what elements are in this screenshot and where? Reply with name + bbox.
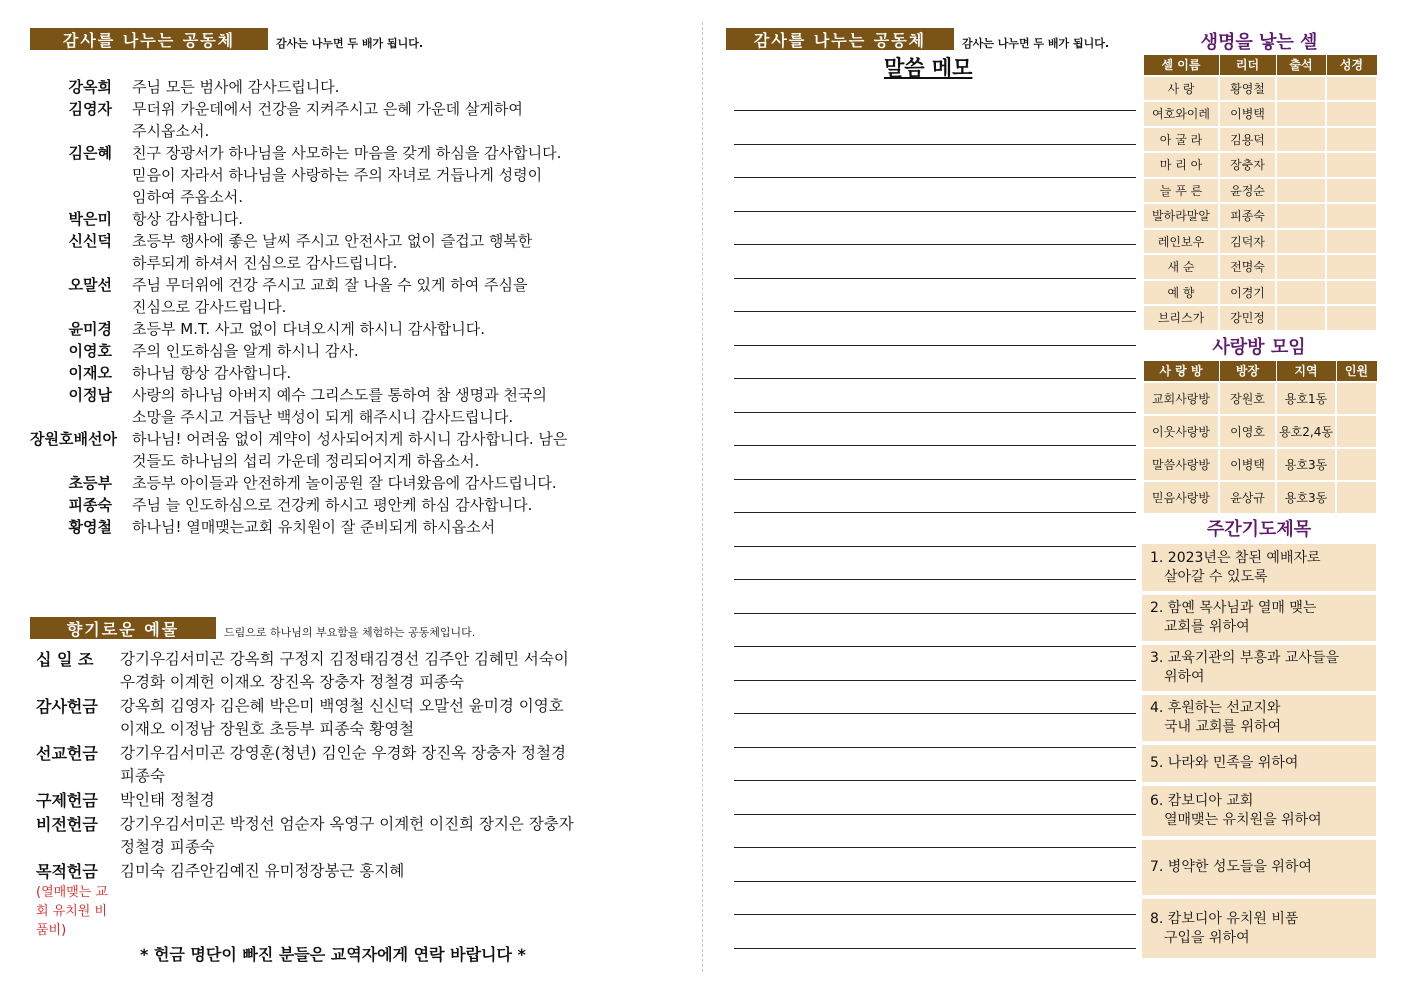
- thanks-entry: [30, 208, 690, 230]
- thanks-text-line: 초등부 행사에 좋은 날씨 주시고 안전사고 없이 즐겁고 행복한: [132, 232, 533, 250]
- thanks-text-line: 하나님 항상 감사합니다.: [132, 364, 292, 382]
- prayer-item: [1142, 695, 1376, 741]
- thanks-text: [132, 318, 690, 340]
- thanks-entry: [30, 230, 690, 274]
- offering-names-line: 강기우김서미곤 강영훈(청년) 김인순 우경화 장진옥 장충자 정철경: [120, 744, 566, 762]
- table-column-header: 성경: [1326, 55, 1377, 76]
- table-cell: 발하라말알: [1143, 203, 1219, 229]
- table-cell: [1276, 101, 1326, 127]
- love-room-row: [1143, 382, 1377, 415]
- prayer-item-line: 7. 병약한 성도들을 위하여: [1150, 859, 1312, 875]
- prayer-item-line: 국내 교회를 위하여: [1164, 719, 1282, 735]
- cell-group-row: [1143, 203, 1377, 229]
- memo-line: [734, 244, 1136, 245]
- offering-names: [120, 648, 676, 694]
- table-cell: [1326, 76, 1377, 102]
- thanks-entry: [30, 318, 690, 340]
- table-cell: [1326, 254, 1377, 280]
- offering-entry: [36, 648, 676, 694]
- table-cell: 늘 푸 른: [1143, 178, 1219, 204]
- offering-names: [120, 695, 676, 741]
- thanks-text: [132, 472, 690, 494]
- table-column-header: 인원: [1336, 361, 1377, 382]
- thanks-text-line: 진심으로 감사드립니다.: [132, 298, 287, 316]
- table-column-header: 셀 이름: [1143, 55, 1219, 76]
- prayer-item: [1142, 645, 1376, 691]
- table-cell: 이병택: [1219, 448, 1276, 481]
- table-cell: 이영호: [1219, 415, 1276, 448]
- table-column-header: 사 랑 방: [1143, 361, 1219, 382]
- memo-line: [734, 881, 1136, 882]
- memo-line: [734, 345, 1136, 346]
- memo-line: [734, 646, 1136, 647]
- memo-line: [734, 814, 1136, 815]
- prayer-item-line: 1. 2023년은 참된 예배자로: [1150, 549, 1321, 566]
- memo-line: [734, 847, 1136, 848]
- prayer-item-line: 열매맺는 유치원을 위하여: [1164, 812, 1322, 828]
- thanks-text-line: 사랑의 하나님 아버지 예수 그리스도를 통하여 참 생명과 천국의: [132, 386, 547, 404]
- thanks-text: [132, 76, 690, 98]
- thanks-name: 초등부: [68, 474, 112, 492]
- table-cell: 예 향: [1143, 280, 1219, 306]
- thanks-name: 강옥희: [68, 78, 112, 96]
- prayer-item-line: 살아갈 수 있도록: [1164, 568, 1268, 585]
- prayer-item: [1142, 786, 1376, 836]
- thanks-text: [132, 362, 690, 384]
- offering-names-line: 우경화 이계헌 이재오 장진옥 장충자 정철경 피종숙: [120, 673, 464, 691]
- table-cell: [1276, 280, 1326, 306]
- table-cell: 믿음사랑방: [1143, 481, 1219, 514]
- memo-lines: [734, 110, 1136, 960]
- table-cell: 여호와이레: [1143, 101, 1219, 127]
- offering-label: [36, 695, 120, 741]
- memo-line: [734, 278, 1136, 279]
- offering-label: [36, 742, 120, 788]
- offering-section-subtitle: 드림으로 하나님의 부요함을 체험하는 공동체입니다.: [224, 626, 476, 639]
- thanks-name: 김은혜: [68, 144, 112, 162]
- thanks-text: [132, 142, 690, 208]
- table-cell: [1276, 229, 1326, 255]
- table-cell: [1336, 448, 1377, 481]
- thanks-text: [132, 208, 690, 230]
- table-cell: 레인보우: [1143, 229, 1219, 255]
- thanks-text-line: 것들도 하나님의 섭리 가운데 정리되어지게 하옵소서.: [132, 452, 480, 470]
- offering-names: [120, 789, 676, 812]
- prayer-title: 주간기도제목: [1206, 519, 1312, 540]
- thanks-entry: [30, 98, 690, 142]
- table-cell: 이웃사랑방: [1143, 415, 1219, 448]
- thanks-section-title: 감사를 나누는 공동체: [62, 30, 236, 50]
- love-rooms-title: 사랑방 모임: [1212, 337, 1306, 358]
- thanks-name: 황영철: [68, 518, 112, 536]
- love-rooms-table-header: [1143, 361, 1377, 382]
- table-cell: 황영철: [1219, 76, 1276, 102]
- table-cell: [1326, 280, 1377, 306]
- thanks-text-line: 믿음이 자라서 하나님을 사랑하는 주의 자녀로 거듭나게 성령이: [132, 166, 543, 184]
- table-cell: 피종숙: [1219, 203, 1276, 229]
- love-room-row: [1143, 481, 1377, 514]
- prayer-list: [1142, 544, 1376, 962]
- offering-label-text: 목적헌금: [36, 862, 98, 881]
- offering-names-line: 피종숙: [120, 767, 165, 785]
- thanks-text: [132, 384, 690, 428]
- table-cell: [1276, 305, 1326, 331]
- thanks-text-line: 항상 감사합니다.: [132, 210, 243, 228]
- thanks-text-line: 초등부 M.T. 사고 없이 다녀오시게 하시니 감사합니다.: [132, 320, 486, 338]
- memo-title: 말씀 메모: [884, 56, 973, 80]
- prayer-item-line: 3. 교육기관의 부흥과 교사들을: [1150, 650, 1339, 666]
- table-cell: 장충자: [1219, 152, 1276, 178]
- thanks-name: 김영자: [68, 100, 112, 118]
- offering-names-line: 강기우김서미곤 박정선 엄순자 옥영구 이계헌 이진희 장지은 장충자: [120, 815, 574, 833]
- prayer-item-line: 위하여: [1164, 669, 1205, 685]
- table-column-header: 출석: [1276, 55, 1326, 76]
- prayer-item: [1142, 595, 1376, 641]
- cell-group-row: [1143, 127, 1377, 153]
- table-cell: [1326, 229, 1377, 255]
- page-fold-divider: [702, 22, 703, 972]
- memo-line: [734, 613, 1136, 614]
- thanks-text-line: 하나님! 열매맺는교회 유치원이 잘 준비되게 하시옵소서: [132, 518, 496, 536]
- memo-section-subtitle: 감사는 나누면 두 배가 됩니다.: [962, 37, 1110, 50]
- cells-table: [1142, 54, 1378, 332]
- thanks-entry: [30, 274, 690, 318]
- thanks-text: [132, 340, 690, 362]
- table-cell: [1276, 76, 1326, 102]
- memo-line: [734, 780, 1136, 781]
- thanks-name: 윤미경: [68, 320, 112, 338]
- thanks-text-line: 주의 인도하심을 알게 하시니 감사.: [132, 342, 359, 360]
- table-cell: 이경기: [1219, 280, 1276, 306]
- table-cell: 용호3동: [1276, 448, 1336, 481]
- table-cell: 김용덕: [1219, 127, 1276, 153]
- cell-group-row: [1143, 280, 1377, 306]
- prayer-item-line: 6. 캄보디아 교회: [1150, 793, 1254, 809]
- table-cell: 사 랑: [1143, 76, 1219, 102]
- memo-line: [734, 713, 1136, 714]
- thanks-list: [30, 76, 690, 538]
- offering-names: [120, 742, 676, 788]
- thanks-text-line: 친구 장광서가 하나님을 사모하는 마음을 갖게 하심을 감사합니다.: [132, 144, 562, 162]
- memo-line: [734, 948, 1136, 949]
- offering-names-line: 강기우김서미곤 강옥희 구정지 김정태김경선 김주안 김혜민 서숙이: [120, 650, 569, 668]
- memo-section-header-title: 감사를 나누는 공동체: [753, 30, 927, 50]
- memo-section-header: [726, 28, 954, 50]
- table-cell: 교회사랑방: [1143, 382, 1219, 415]
- offering-label-text: 비전헌금: [36, 815, 98, 834]
- memo-line: [734, 110, 1136, 111]
- table-cell: [1326, 178, 1377, 204]
- memo-line: [734, 177, 1136, 178]
- offering-label-text: 감사헌금: [36, 697, 98, 716]
- offering-entry: [36, 789, 676, 812]
- memo-line: [734, 311, 1136, 312]
- thanks-text-line: 초등부 아이들과 안전하게 놀이공원 잘 다녀왔음에 감사드립니다.: [132, 474, 557, 492]
- prayer-item-line: 8. 캄보디아 유치원 비품: [1150, 910, 1299, 927]
- prayer-item: [1142, 544, 1376, 591]
- thanks-text-line: 임하여 주옵소서.: [132, 188, 243, 206]
- table-cell: 아 굴 라: [1143, 127, 1219, 153]
- offering-entry: [36, 813, 676, 859]
- thanks-text-line: 하루되게 하셔서 진심으로 감사드립니다.: [132, 254, 398, 272]
- offering-entry: [36, 695, 676, 741]
- memo-line: [734, 914, 1136, 915]
- offering-names: [120, 813, 676, 859]
- memo-line: [734, 144, 1136, 145]
- love-room-row: [1143, 415, 1377, 448]
- thanks-entry: [30, 340, 690, 362]
- thanks-entry: [30, 494, 690, 516]
- offering-label: [36, 860, 120, 940]
- table-cell: [1336, 415, 1377, 448]
- offering-note: (열매맺는 교회 유치원 비품비): [36, 885, 108, 938]
- table-cell: [1326, 203, 1377, 229]
- thanks-text-line: 주님 늘 인도하심으로 건강케 하시고 평안케 하심 감사합니다.: [132, 496, 533, 514]
- table-cell: 김덕자: [1219, 229, 1276, 255]
- memo-line: [734, 512, 1136, 513]
- thanks-text-line: 주님 무더위에 건강 주시고 교회 잘 나올 수 있게 하여 주심을: [132, 276, 528, 294]
- table-cell: 용호3동: [1276, 481, 1336, 514]
- prayer-item-line: 5. 나라와 민족을 위하여: [1150, 755, 1299, 771]
- prayer-item: [1142, 899, 1376, 958]
- thanks-name: 오말선: [68, 276, 112, 294]
- cell-group-row: [1143, 229, 1377, 255]
- table-cell: [1276, 178, 1326, 204]
- cell-group-row: [1143, 178, 1377, 204]
- table-cell: [1276, 152, 1326, 178]
- thanks-name: 피종숙: [68, 496, 112, 514]
- memo-line: [734, 747, 1136, 748]
- thanks-entry: [30, 472, 690, 494]
- thanks-entry: [30, 384, 690, 428]
- thanks-name: 이재오: [68, 364, 112, 382]
- table-cell: 마 리 아: [1143, 152, 1219, 178]
- thanks-name: 장원호배선아: [30, 430, 117, 448]
- table-cell: 윤정순: [1219, 178, 1276, 204]
- table-cell: [1276, 203, 1326, 229]
- memo-line: [734, 211, 1136, 212]
- thanks-text-line: 주시옵소서.: [132, 122, 210, 140]
- table-cell: [1336, 382, 1377, 415]
- thanks-text: [132, 274, 690, 318]
- offering-names-line: 김미숙 김주안김예진 유미정장봉근 홍지혜: [120, 862, 405, 880]
- memo-line: [734, 546, 1136, 547]
- offering-entry: [36, 742, 676, 788]
- table-cell: 용호2,4동: [1276, 415, 1336, 448]
- love-room-row: [1143, 448, 1377, 481]
- prayer-item: [1142, 745, 1376, 782]
- thanks-text: [132, 98, 690, 142]
- offering-label-text: 선교헌금: [36, 744, 98, 763]
- thanks-entry: [30, 428, 690, 472]
- table-cell: 용호1동: [1276, 382, 1336, 415]
- offering-names-line: 강옥희 김영자 김은혜 박은미 백영철 신신덕 오말선 윤미경 이영호: [120, 697, 564, 715]
- table-cell: 새 순: [1143, 254, 1219, 280]
- table-column-header: 지역: [1276, 361, 1336, 382]
- thanks-text-line: 소망을 주시고 거듭난 백성이 되게 해주시니 감사드립니다.: [132, 408, 514, 426]
- offering-entry: [36, 860, 676, 940]
- thanks-section-subtitle: 감사는 나누면 두 배가 됩니다.: [276, 37, 424, 50]
- prayer-item: [1142, 840, 1376, 895]
- cells-title: 생명을 낳는 셀: [1200, 32, 1318, 53]
- table-cell: [1326, 101, 1377, 127]
- thanks-entry: [30, 142, 690, 208]
- thanks-name: 이정남: [68, 386, 112, 404]
- cells-table-header: [1143, 55, 1377, 76]
- table-cell: [1326, 152, 1377, 178]
- offering-names-line: 정철경 피종숙: [120, 838, 215, 856]
- offering-names: [120, 860, 676, 940]
- table-cell: [1326, 127, 1377, 153]
- offering-names-line: 박인태 정철경: [120, 791, 215, 809]
- table-cell: [1336, 481, 1377, 514]
- thanks-entry: [30, 516, 690, 538]
- thanks-section-header: [30, 28, 268, 50]
- offering-section-header: [30, 617, 216, 639]
- offering-list: [36, 648, 676, 941]
- thanks-name: 박은미: [68, 210, 112, 228]
- cell-group-row: [1143, 76, 1377, 102]
- table-cell: 강민정: [1219, 305, 1276, 331]
- thanks-text: [132, 428, 690, 472]
- memo-line: [734, 680, 1136, 681]
- love-rooms-table: [1142, 360, 1378, 515]
- memo-line: [734, 378, 1136, 379]
- offering-names-line: 이재오 이정남 장원호 초등부 피종숙 황영철: [120, 720, 415, 738]
- table-cell: 브리스가: [1143, 305, 1219, 331]
- prayer-item-line: 2. 함옌 목사님과 열매 맺는: [1150, 600, 1317, 616]
- table-column-header: 방장: [1219, 361, 1276, 382]
- offering-footer-notice: * 헌금 명단이 빠진 분들은 교역자에게 연락 바랍니다 *: [140, 945, 526, 964]
- offering-label: [36, 648, 120, 694]
- cell-group-row: [1143, 305, 1377, 331]
- offering-label: [36, 789, 120, 812]
- table-cell: [1326, 305, 1377, 331]
- thanks-text-line: 무더위 가운데에서 건강을 지켜주시고 은혜 가운데 살게하여: [132, 100, 523, 118]
- memo-line: [734, 479, 1136, 480]
- thanks-entry: [30, 76, 690, 98]
- table-cell: [1276, 254, 1326, 280]
- table-column-header: 리더: [1219, 55, 1276, 76]
- thanks-text: [132, 494, 690, 516]
- prayer-item-line: 구입을 위하여: [1164, 929, 1250, 946]
- cell-group-row: [1143, 152, 1377, 178]
- table-cell: 말씀사랑방: [1143, 448, 1219, 481]
- thanks-text-line: 하나님! 어려움 없이 계약이 성사되어지게 하시니 감사합니다. 남은: [132, 430, 568, 448]
- offering-label: [36, 813, 120, 859]
- table-cell: 이병택: [1219, 101, 1276, 127]
- prayer-item-line: 교회를 위하여: [1164, 619, 1250, 635]
- thanks-name: 신신덕: [68, 232, 112, 250]
- table-cell: 전명숙: [1219, 254, 1276, 280]
- offering-label-text: 십 일 조: [36, 650, 94, 669]
- table-cell: 윤상규: [1219, 481, 1276, 514]
- memo-line: [734, 445, 1136, 446]
- thanks-entry: [30, 362, 690, 384]
- thanks-text: [132, 516, 690, 538]
- thanks-text: [132, 230, 690, 274]
- memo-line: [734, 412, 1136, 413]
- cell-group-row: [1143, 101, 1377, 127]
- memo-line: [734, 579, 1136, 580]
- offering-label-text: 구제헌금: [36, 791, 98, 810]
- table-cell: [1276, 127, 1326, 153]
- thanks-name: 이영호: [68, 342, 112, 360]
- cell-group-row: [1143, 254, 1377, 280]
- table-cell: 장원호: [1219, 382, 1276, 415]
- offering-section-title: 향기로운 예물: [66, 619, 180, 639]
- prayer-item-line: 4. 후원하는 선교지와: [1150, 700, 1281, 716]
- thanks-text-line: 주님 모든 범사에 감사드립니다.: [132, 78, 340, 96]
